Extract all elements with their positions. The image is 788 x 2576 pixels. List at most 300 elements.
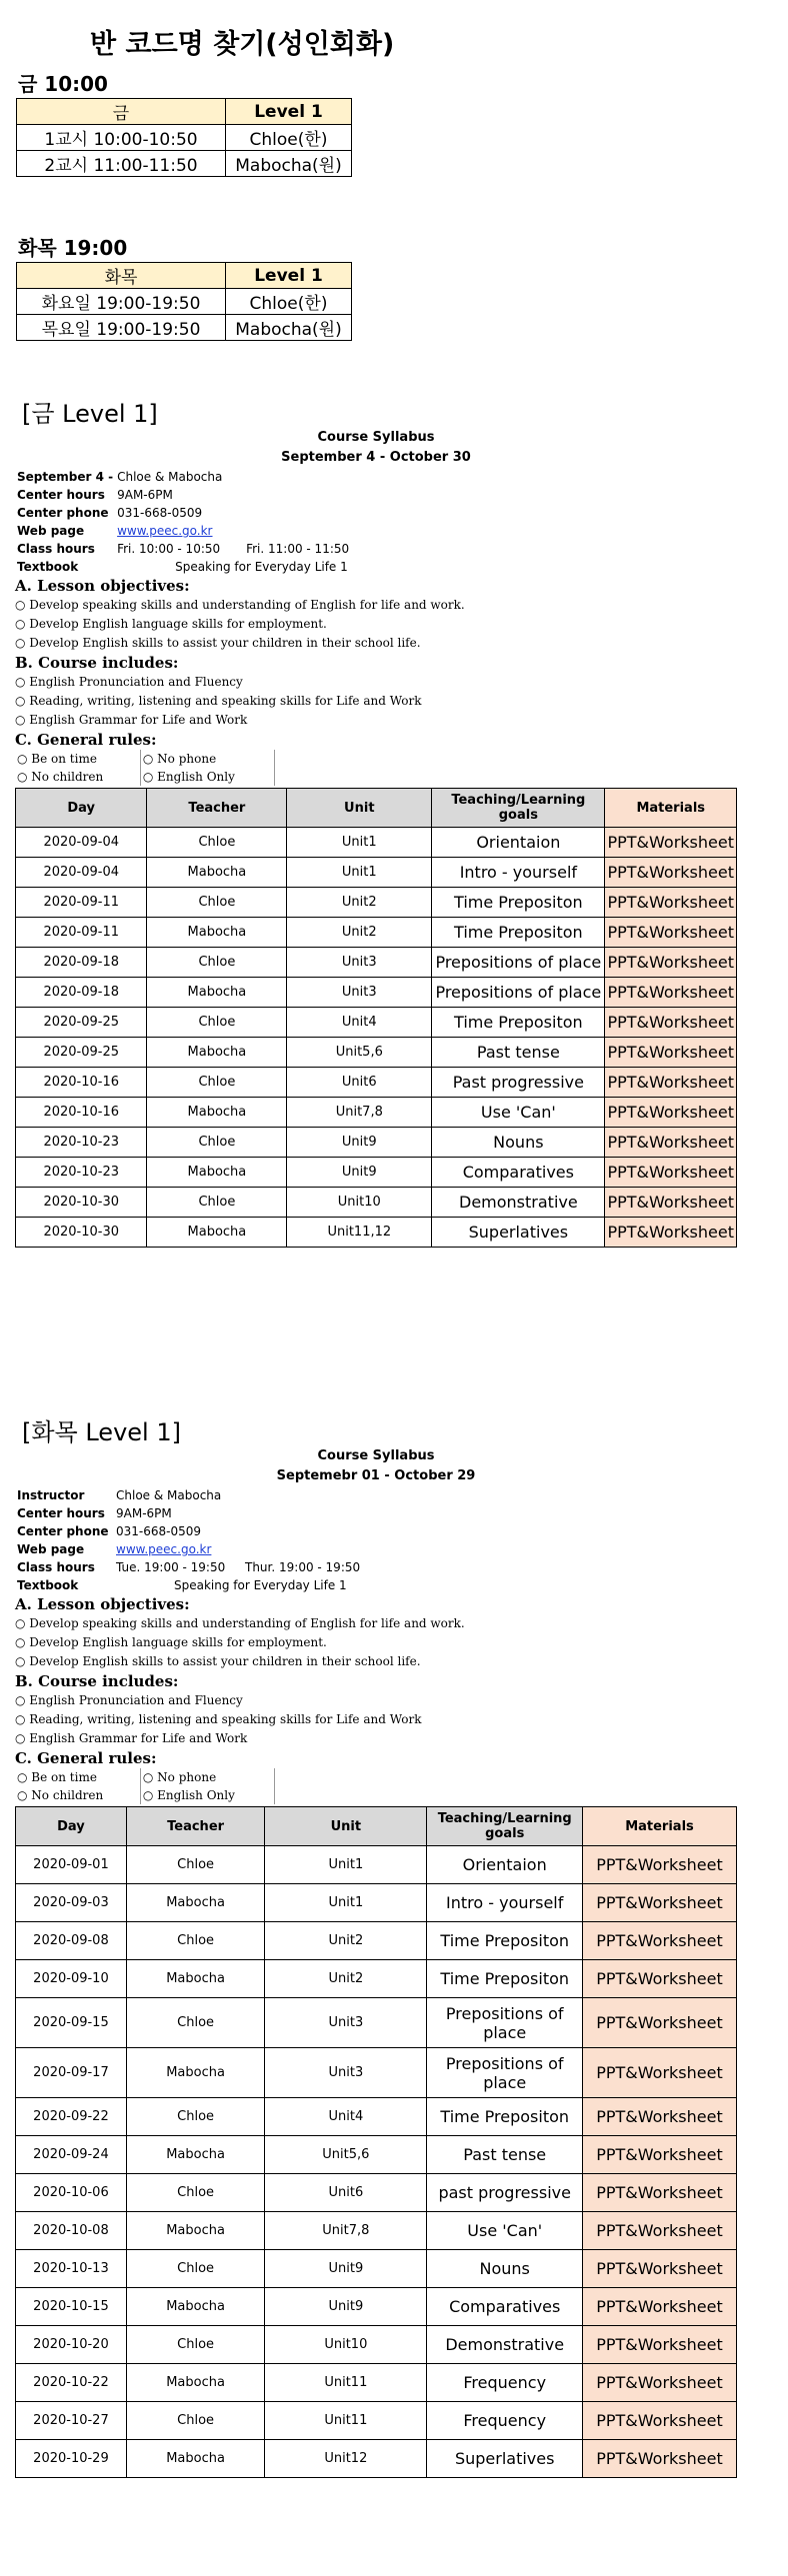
tuethu-heading: 화목 19:00 <box>18 236 128 260</box>
table-cell: 1교시 10:00-10:50 <box>17 125 226 151</box>
rule-item: ○ English Only <box>140 1786 274 1804</box>
teacher-cell: Chloe <box>147 1008 287 1038</box>
info-key: Center hours <box>17 1506 105 1520</box>
goal-cell: Past tense <box>432 1038 605 1068</box>
teacher-cell: Mabocha <box>147 858 287 888</box>
goal-cell: Time Prepositon <box>432 888 605 918</box>
goal-cell: Use 'Can' <box>432 1098 605 1128</box>
day-cell: 2020-09-15 <box>16 1998 127 2048</box>
rule-item: ○ No children <box>15 1786 140 1804</box>
day-cell: 2020-10-06 <box>16 2174 127 2212</box>
materials-cell: PPT&Worksheet <box>605 858 737 888</box>
rule-item: ○ Be on time <box>15 1768 140 1786</box>
goal-cell: Past progressive <box>432 1068 605 1098</box>
unit-cell: Unit6 <box>287 1068 432 1098</box>
goal-cell: Nouns <box>427 2250 583 2288</box>
materials-cell: PPT&Worksheet <box>582 2440 736 2478</box>
goal-cell: Past tense <box>427 2136 583 2174</box>
table-cell: Mabocha(원) <box>226 315 352 341</box>
unit-cell: Unit4 <box>287 1008 432 1038</box>
info-row <box>15 504 735 522</box>
day-cell: 2020-09-18 <box>16 948 147 978</box>
table-header-row <box>17 263 352 289</box>
header-cell: Teacher <box>126 1807 264 1846</box>
goal-cell: Intro - yourself <box>432 858 605 888</box>
table-row <box>16 828 737 858</box>
unit-cell: Unit3 <box>265 1998 427 2048</box>
table-row <box>16 2440 737 2478</box>
table-row <box>16 1922 737 1960</box>
info-key: September 4 - <box>17 470 114 484</box>
textbook-value: Speaking for Everyday Life 1 <box>175 560 348 574</box>
table-row <box>16 2136 737 2174</box>
header-cell: Unit <box>287 789 432 828</box>
unit-cell: Unit7,8 <box>287 1098 432 1128</box>
goal-cell: Prepositions of place <box>427 1998 583 2048</box>
materials-cell: PPT&Worksheet <box>605 1008 737 1038</box>
materials-cell: PPT&Worksheet <box>582 2174 736 2212</box>
info-row <box>15 1558 735 1576</box>
day-cell: 2020-09-04 <box>16 828 147 858</box>
materials-cell: PPT&Worksheet <box>582 2402 736 2440</box>
goal-cell: Time Prepositon <box>432 918 605 948</box>
info-row <box>15 522 735 540</box>
teacher-cell: Mabocha <box>147 978 287 1008</box>
teacher-cell: Chloe <box>147 828 287 858</box>
goal-cell: Demonstrative <box>432 1188 605 1218</box>
materials-cell: PPT&Worksheet <box>605 948 737 978</box>
materials-cell: PPT&Worksheet <box>605 828 737 858</box>
info-value: 031-668-0509 <box>116 1524 202 1538</box>
info-value: 9AM-6PM <box>117 488 173 502</box>
table-row <box>16 2402 737 2440</box>
table-row <box>16 858 737 888</box>
day-cell: 2020-09-04 <box>16 858 147 888</box>
unit-cell: Unit4 <box>265 2098 427 2136</box>
unit-cell: Unit7,8 <box>265 2212 427 2250</box>
course-period: September 4 - October 30 <box>281 450 471 465</box>
teacher-cell: Mabocha <box>126 1884 264 1922</box>
teacher-cell: Mabocha <box>147 1218 287 1248</box>
table-row <box>16 918 737 948</box>
info-value-2: Fri. 11:00 - 11:50 <box>246 542 350 556</box>
day-cell: 2020-09-25 <box>16 1008 147 1038</box>
unit-cell: Unit12 <box>265 2440 427 2478</box>
goal-cell: Comparatives <box>432 1158 605 1188</box>
day-cell: 2020-10-13 <box>16 2250 127 2288</box>
materials-cell: PPT&Worksheet <box>605 1038 737 1068</box>
info-row <box>15 468 735 486</box>
header-cell: Teacher <box>147 789 287 828</box>
objective-item: ○ Develop speaking skills and understanding of English for life and work. <box>15 1616 465 1630</box>
teacher-cell: Mabocha <box>147 918 287 948</box>
textbook-label: Textbook <box>17 560 79 574</box>
goal-cell: Time Prepositon <box>427 1960 583 1998</box>
table-cell: Chloe(한) <box>226 125 352 151</box>
day-cell: 2020-10-30 <box>16 1218 147 1248</box>
goal-cell: Demonstrative <box>427 2326 583 2364</box>
textbook-label: Textbook <box>17 1578 79 1592</box>
table-row <box>16 1218 737 1248</box>
teacher-cell: Chloe <box>147 1188 287 1218</box>
teacher-cell: Chloe <box>126 2098 264 2136</box>
table-row <box>16 1068 737 1098</box>
rule-item: ○ No phone <box>140 750 274 768</box>
unit-cell: Unit1 <box>265 1884 427 1922</box>
header-cell: Level 1 <box>226 99 352 125</box>
materials-cell: PPT&Worksheet <box>582 2364 736 2402</box>
info-key: Instructor <box>17 1488 85 1502</box>
table-header-row <box>17 99 352 125</box>
unit-cell: Unit2 <box>287 918 432 948</box>
info-row <box>15 1522 735 1540</box>
info-value-2 <box>243 1522 735 1540</box>
day-cell: 2020-10-30 <box>16 1188 147 1218</box>
info-key: Center phone <box>17 1524 109 1538</box>
table-row <box>16 2250 737 2288</box>
table-row <box>16 1038 737 1068</box>
day-cell: 2020-10-16 <box>16 1068 147 1098</box>
info-row <box>15 558 735 576</box>
include-item: ○ English Grammar for Life and Work <box>15 1731 248 1745</box>
teacher-cell: Chloe <box>147 1068 287 1098</box>
teacher-cell: Mabocha <box>126 2440 264 2478</box>
tuethu-schedule-table <box>16 262 352 341</box>
day-cell: 2020-09-03 <box>16 1884 127 1922</box>
fri-schedule-table <box>16 98 352 177</box>
info-table <box>15 468 735 576</box>
goal-cell: Superlatives <box>432 1218 605 1248</box>
goal-cell: Prepositions of place <box>427 2048 583 2098</box>
day-cell: 2020-09-25 <box>16 1038 147 1068</box>
unit-cell: Unit5,6 <box>287 1038 432 1068</box>
table-row <box>16 2174 737 2212</box>
unit-cell: Unit1 <box>287 858 432 888</box>
goal-cell: Frequency <box>427 2402 583 2440</box>
day-cell: 2020-09-18 <box>16 978 147 1008</box>
unit-cell: Unit3 <box>287 978 432 1008</box>
table-row <box>17 315 352 341</box>
include-item: ○ English Grammar for Life and Work <box>15 713 248 727</box>
header-cell: Materials <box>605 789 737 828</box>
teacher-cell: Chloe <box>147 888 287 918</box>
objectives-title: A. Lesson objectives: <box>15 1595 190 1613</box>
unit-cell: Unit11 <box>265 2402 427 2440</box>
day-cell: 2020-09-24 <box>16 2136 127 2174</box>
header-cell: Level 1 <box>226 263 352 289</box>
unit-cell: Unit2 <box>265 1922 427 1960</box>
info-table <box>15 1486 735 1594</box>
objectives-title: A. Lesson objectives: <box>15 577 190 595</box>
materials-cell: PPT&Worksheet <box>582 2212 736 2250</box>
header-cell: 화목 <box>17 263 226 289</box>
unit-cell: Unit1 <box>287 828 432 858</box>
unit-cell: Unit10 <box>287 1188 432 1218</box>
info-row <box>15 1576 735 1594</box>
materials-cell: PPT&Worksheet <box>605 1068 737 1098</box>
teacher-cell: Mabocha <box>126 2048 264 2098</box>
info-key: Class hours <box>17 542 95 556</box>
teacher-cell: Chloe <box>126 1998 264 2048</box>
table-row <box>16 2212 737 2250</box>
day-cell: 2020-09-22 <box>16 2098 127 2136</box>
unit-cell: Unit2 <box>265 1960 427 1998</box>
teacher-cell: Mabocha <box>147 1038 287 1068</box>
fri-heading: 금 10:00 <box>18 72 108 96</box>
materials-cell: PPT&Worksheet <box>582 2250 736 2288</box>
info-value-2 <box>243 1540 735 1558</box>
materials-cell: PPT&Worksheet <box>605 918 737 948</box>
table-cell: Mabocha(원) <box>226 151 352 177</box>
teacher-cell: Mabocha <box>126 2288 264 2326</box>
materials-cell: PPT&Worksheet <box>582 1960 736 1998</box>
teacher-cell: Chloe <box>126 2402 264 2440</box>
goal-cell: Orientaion <box>432 828 605 858</box>
section-label: [화목 Level 1] <box>22 1418 181 1446</box>
day-cell: 2020-10-22 <box>16 2364 127 2402</box>
include-item: ○ Reading, writing, listening and speaking skills for Life and Work <box>15 1712 422 1726</box>
table-cell: 목요일 19:00-19:50 <box>17 315 226 341</box>
table-row <box>16 948 737 978</box>
goal-cell: Prepositions of place <box>432 978 605 1008</box>
unit-cell: Unit11,12 <box>287 1218 432 1248</box>
unit-cell: Unit9 <box>265 2250 427 2288</box>
unit-cell: Unit3 <box>265 2048 427 2098</box>
table-cell: 2교시 11:00-11:50 <box>17 151 226 177</box>
materials-cell: PPT&Worksheet <box>582 2326 736 2364</box>
rules-row <box>15 1768 275 1786</box>
rules-table <box>15 1768 275 1804</box>
teacher-cell: Chloe <box>126 1922 264 1960</box>
materials-cell: PPT&Worksheet <box>582 1922 736 1960</box>
rule-item: ○ No phone <box>140 1768 274 1786</box>
info-value-2 <box>244 522 735 540</box>
unit-cell: Unit6 <box>265 2174 427 2212</box>
unit-cell: Unit9 <box>287 1158 432 1188</box>
table-row <box>16 1188 737 1218</box>
info-value-2 <box>243 1486 735 1504</box>
goal-cell: Use 'Can' <box>427 2212 583 2250</box>
table-header-row <box>16 789 737 828</box>
info-value-2 <box>244 504 735 522</box>
materials-cell: PPT&Worksheet <box>582 2136 736 2174</box>
header-cell: 금 <box>17 99 226 125</box>
unit-cell: Unit9 <box>265 2288 427 2326</box>
table-row <box>16 1846 737 1884</box>
day-cell: 2020-10-20 <box>16 2326 127 2364</box>
rules-row <box>15 1786 275 1804</box>
table-row <box>16 1128 737 1158</box>
goal-cell: Time Prepositon <box>427 1922 583 1960</box>
web-page-link[interactable]: www.peec.go.kr <box>116 1542 212 1556</box>
section-label: [금 Level 1] <box>22 400 158 428</box>
info-key: Web page <box>17 524 85 538</box>
syllabus-table <box>15 788 737 1248</box>
unit-cell: Unit10 <box>265 2326 427 2364</box>
materials-cell: PPT&Worksheet <box>605 1158 737 1188</box>
info-value: Chloe & Mabocha <box>116 1488 222 1502</box>
rules-table <box>15 750 275 786</box>
page-title: 반 코드명 찾기(성인회화) <box>90 29 395 60</box>
objective-item: ○ Develop English language skills for employment. <box>15 1635 327 1649</box>
day-cell: 2020-10-15 <box>16 2288 127 2326</box>
header-cell: Day <box>16 1807 127 1846</box>
header-cell: Teaching/Learning goals <box>432 789 605 828</box>
goal-cell: Intro - yourself <box>427 1884 583 1922</box>
table-row <box>16 1158 737 1188</box>
includes-title: B. Course includes: <box>15 1672 179 1690</box>
info-value: Chloe & Mabocha <box>117 470 223 484</box>
rules-title: C. General rules: <box>15 1749 157 1767</box>
materials-cell: PPT&Worksheet <box>605 1188 737 1218</box>
course-period: Septemebr 01 - October 29 <box>276 1468 476 1483</box>
teacher-cell: Chloe <box>126 1846 264 1884</box>
header-cell: Teaching/Learning goals <box>427 1807 583 1846</box>
unit-cell: Unit11 <box>265 2364 427 2402</box>
course-title: Course Syllabus <box>317 430 435 445</box>
rule-item: ○ No children <box>15 768 140 786</box>
materials-cell: PPT&Worksheet <box>582 1846 736 1884</box>
day-cell: 2020-09-10 <box>16 1960 127 1998</box>
objective-item: ○ Develop English skills to assist your children in their school life. <box>15 636 421 650</box>
table-row <box>16 1008 737 1038</box>
unit-cell: Unit5,6 <box>265 2136 427 2174</box>
info-key: Class hours <box>17 1560 95 1574</box>
info-key: Web page <box>17 1542 85 1556</box>
day-cell: 2020-10-16 <box>16 1098 147 1128</box>
table-row <box>16 2326 737 2364</box>
header-cell: Day <box>16 789 147 828</box>
table-cell: 화요일 19:00-19:50 <box>17 289 226 315</box>
materials-cell: PPT&Worksheet <box>582 1998 736 2048</box>
table-header-row <box>16 1807 737 1846</box>
info-row <box>15 486 735 504</box>
goal-cell: past progressive <box>427 2174 583 2212</box>
day-cell: 2020-09-17 <box>16 2048 127 2098</box>
goal-cell: Comparatives <box>427 2288 583 2326</box>
materials-cell: PPT&Worksheet <box>605 978 737 1008</box>
day-cell: 2020-09-01 <box>16 1846 127 1884</box>
rules-row <box>15 768 275 786</box>
table-row <box>16 888 737 918</box>
objective-item: ○ Develop English skills to assist your children in their school life. <box>15 1654 421 1668</box>
day-cell: 2020-09-11 <box>16 918 147 948</box>
table-row <box>16 2098 737 2136</box>
teacher-cell: Mabocha <box>126 1960 264 1998</box>
teacher-cell: Mabocha <box>126 2364 264 2402</box>
materials-cell: PPT&Worksheet <box>582 2098 736 2136</box>
materials-cell: PPT&Worksheet <box>582 2288 736 2326</box>
day-cell: 2020-10-27 <box>16 2402 127 2440</box>
table-row <box>16 1884 737 1922</box>
goal-cell: Time Prepositon <box>432 1008 605 1038</box>
teacher-cell: Mabocha <box>126 2136 264 2174</box>
teacher-cell: Chloe <box>147 1128 287 1158</box>
goal-cell: Orientaion <box>427 1846 583 1884</box>
goal-cell: Time Prepositon <box>427 2098 583 2136</box>
table-row <box>16 1960 737 1998</box>
info-row <box>15 1540 735 1558</box>
table-row <box>16 2364 737 2402</box>
day-cell: 2020-10-23 <box>16 1158 147 1188</box>
info-key: Center phone <box>17 506 109 520</box>
info-key: Center hours <box>17 488 105 502</box>
include-item: ○ English Pronunciation and Fluency <box>15 1693 243 1707</box>
include-item: ○ English Pronunciation and Fluency <box>15 675 243 689</box>
info-value: 9AM-6PM <box>116 1506 172 1520</box>
syllabus-sheet-1 <box>15 428 737 1248</box>
table-row <box>16 1098 737 1128</box>
day-cell: 2020-10-23 <box>16 1128 147 1158</box>
unit-cell: Unit1 <box>265 1846 427 1884</box>
teacher-cell: Chloe <box>126 2250 264 2288</box>
table-row <box>17 289 352 315</box>
teacher-cell: Chloe <box>126 2174 264 2212</box>
table-row <box>17 151 352 177</box>
materials-cell: PPT&Worksheet <box>582 2048 736 2098</box>
header-cell: Unit <box>265 1807 427 1846</box>
table-cell: Chloe(한) <box>226 289 352 315</box>
rule-item: ○ Be on time <box>15 750 140 768</box>
table-row <box>16 2288 737 2326</box>
textbook-value: Speaking for Everyday Life 1 <box>174 1578 347 1592</box>
unit-cell: Unit9 <box>287 1128 432 1158</box>
day-cell: 2020-10-08 <box>16 2212 127 2250</box>
unit-cell: Unit3 <box>287 948 432 978</box>
table-row <box>16 2048 737 2098</box>
teacher-cell: Chloe <box>126 2326 264 2364</box>
materials-cell: PPT&Worksheet <box>605 1128 737 1158</box>
course-title: Course Syllabus <box>317 1448 435 1463</box>
objective-item: ○ Develop English language skills for employment. <box>15 617 327 631</box>
syllabus-sheet-2 <box>15 1446 737 2478</box>
day-cell: 2020-09-08 <box>16 1922 127 1960</box>
info-row <box>15 1486 735 1504</box>
teacher-cell: Mabocha <box>147 1158 287 1188</box>
include-item: ○ Reading, writing, listening and speaking skills for Life and Work <box>15 694 422 708</box>
info-value-2 <box>244 468 735 486</box>
unit-cell: Unit2 <box>287 888 432 918</box>
goal-cell: Prepositions of place <box>432 948 605 978</box>
info-row <box>15 1504 735 1522</box>
materials-cell: PPT&Worksheet <box>605 1098 737 1128</box>
rule-item: ○ English Only <box>140 768 274 786</box>
table-row <box>16 978 737 1008</box>
rules-row <box>15 750 275 768</box>
includes-title: B. Course includes: <box>15 654 179 672</box>
table-row <box>16 1998 737 2048</box>
teacher-cell: Chloe <box>147 948 287 978</box>
info-value-2 <box>243 1504 735 1522</box>
info-row <box>15 540 735 558</box>
info-value-2: Thur. 19:00 - 19:50 <box>245 1560 361 1574</box>
materials-cell: PPT&Worksheet <box>605 888 737 918</box>
materials-cell: PPT&Worksheet <box>582 1884 736 1922</box>
day-cell: 2020-09-11 <box>16 888 147 918</box>
info-value: Fri. 10:00 - 10:50 <box>117 542 221 556</box>
materials-cell: PPT&Worksheet <box>605 1218 737 1248</box>
teacher-cell: Mabocha <box>126 2212 264 2250</box>
info-value: Tue. 19:00 - 19:50 <box>116 1560 226 1574</box>
teacher-cell: Mabocha <box>147 1098 287 1128</box>
info-value: 031-668-0509 <box>117 506 203 520</box>
web-page-link[interactable]: www.peec.go.kr <box>117 524 213 538</box>
objective-item: ○ Develop speaking skills and understanding of English for life and work. <box>15 598 465 612</box>
rules-title: C. General rules: <box>15 731 157 749</box>
info-value-2 <box>244 486 735 504</box>
goal-cell: Nouns <box>432 1128 605 1158</box>
day-cell: 2020-10-29 <box>16 2440 127 2478</box>
